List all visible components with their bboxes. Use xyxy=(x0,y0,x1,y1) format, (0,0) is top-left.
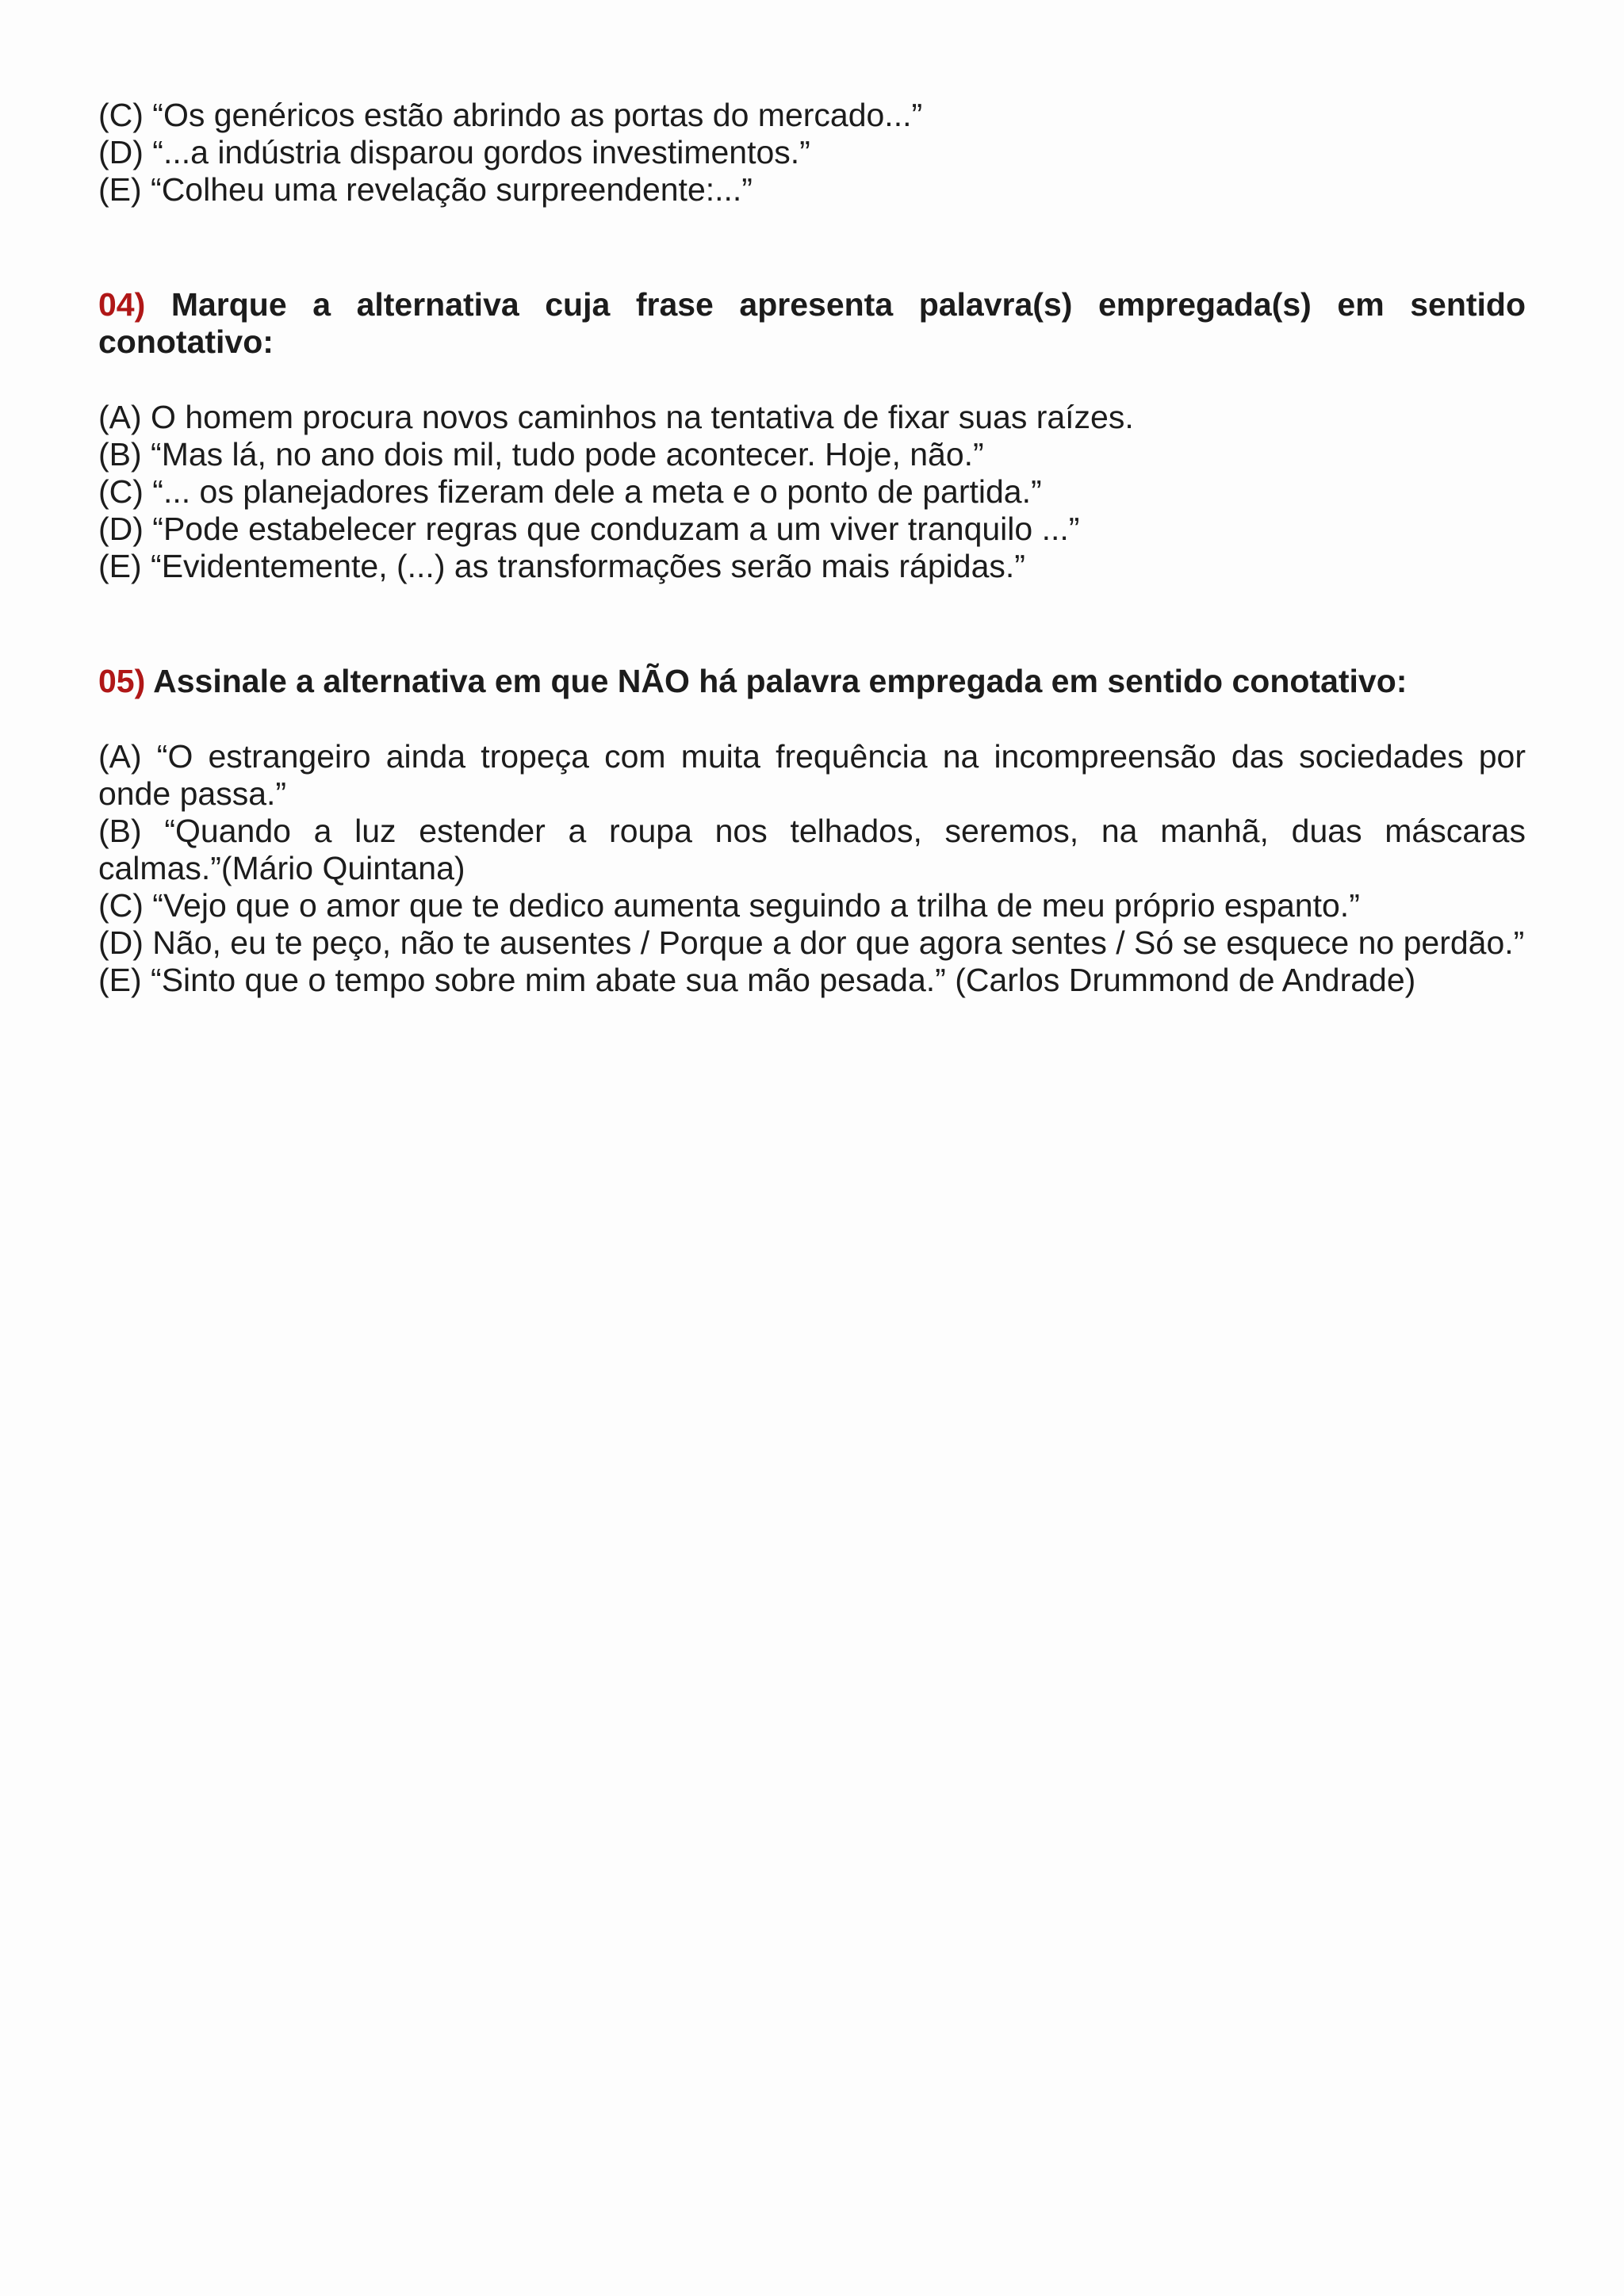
option-e: (E) “Sinto que o tempo sobre mim abate sua mão pesada.” (Carlos Drummond de Andrade) xyxy=(98,962,1416,998)
option-a: (A) “O estrangeiro ainda tropeça com muita frequência na incompreensão das sociedades por onde passa.” xyxy=(98,738,1526,812)
question-text: Marque a alternativa cuja frase apresenta palavra(s) empregada(s) em sentido conotativo: xyxy=(98,286,1526,360)
option-a: (A) O homem procura novos caminhos na tentativa de fixar suas raízes. xyxy=(98,399,1134,435)
option-d: (D) “Pode estabelecer regras que conduzam a um viver tranquilo ...” xyxy=(98,511,1080,547)
option-c: (C) “... os planejadores fizeram dele a meta e o ponto de partida.” xyxy=(98,473,1042,510)
option-e: (E) “Colheu uma revelação surpreendente:...” xyxy=(98,171,753,208)
previous-question-options xyxy=(98,97,1526,209)
option-e: (E) “Evidentemente, (...) as transformações serão mais rápidas.” xyxy=(98,548,1025,584)
question-prompt xyxy=(98,286,1526,361)
question-05 xyxy=(98,663,1526,999)
option-b: (B) “Mas lá, no ano dois mil, tudo pode acontecer. Hoje, não.” xyxy=(98,436,984,473)
option-c: (C) “Os genéricos estão abrindo as portas do mercado...” xyxy=(98,97,923,133)
answer-options xyxy=(98,738,1526,999)
question-04 xyxy=(98,286,1526,585)
option-b: (B) “Quando a luz estender a roupa nos telhados, seremos, na manhã, duas máscaras calmas.”(Mário Quintana) xyxy=(98,813,1526,886)
option-d: (D) “...a indústria disparou gordos investimentos.” xyxy=(98,134,810,170)
option-d: (D) Não, eu te peço, não te ausentes / Porque a dor que agora sentes / Só se esquece no perdão.” xyxy=(98,924,1525,961)
answer-options xyxy=(98,399,1526,585)
option-c: (C) “Vejo que o amor que te dedico aumenta seguindo a trilha de meu próprio espanto.” xyxy=(98,887,1360,924)
question-number: 04) xyxy=(98,286,146,323)
question-prompt xyxy=(98,663,1526,700)
question-number: 05) xyxy=(98,663,146,699)
page-content xyxy=(98,97,1526,999)
question-text: Assinale a alternativa em que NÃO há palavra empregada em sentido conotativo: xyxy=(153,663,1408,699)
